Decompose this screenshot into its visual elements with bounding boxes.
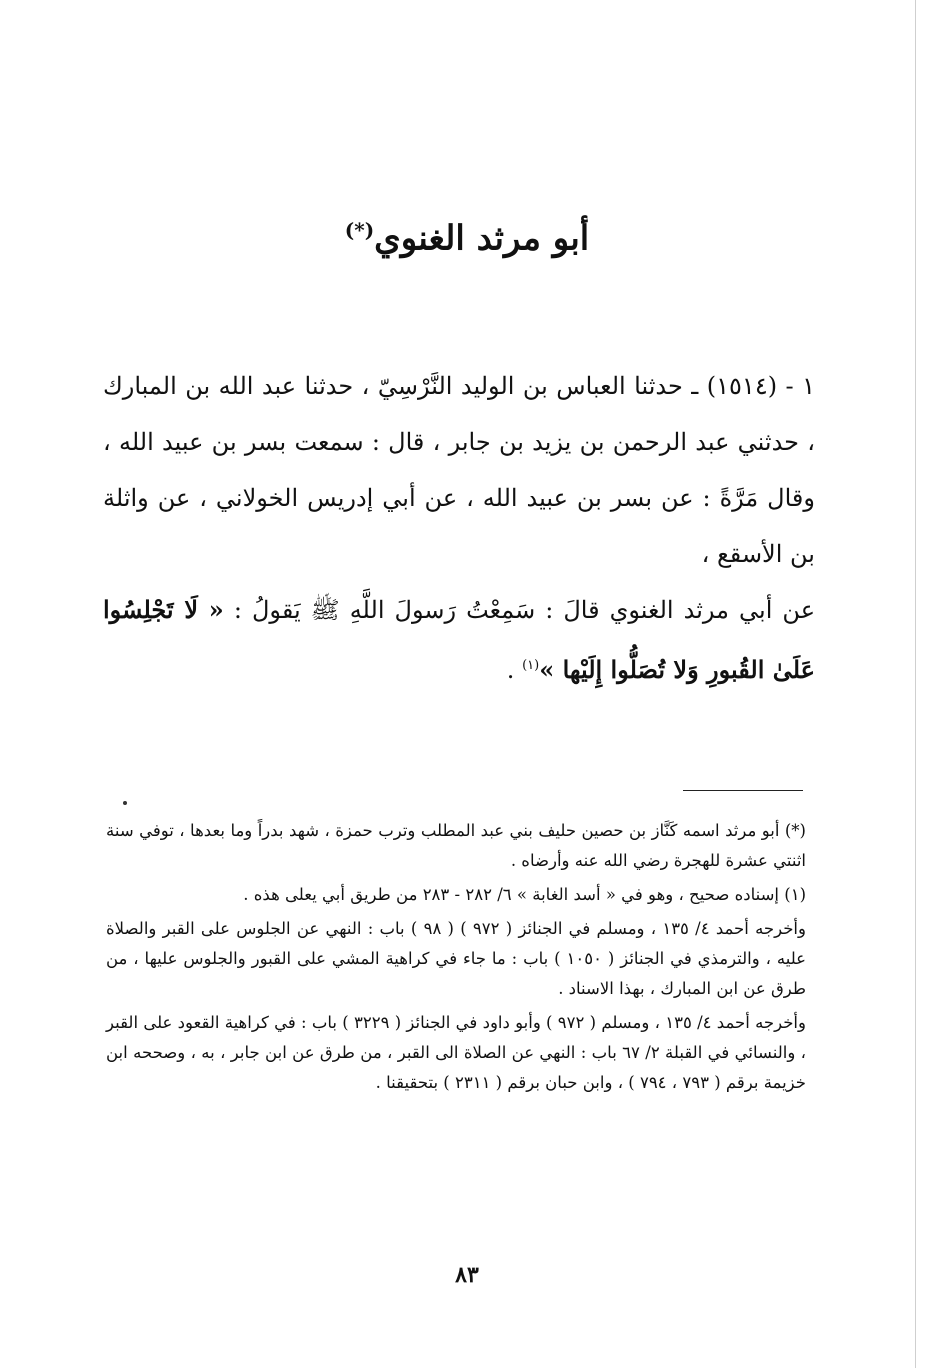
hadith-footnote-ref: (١) [522,658,540,673]
page-number: ٨٣ [455,1262,479,1288]
chapter-title-footnote-marker: (*) [344,218,375,242]
hadith-end-mark: . [506,656,515,684]
chapter-title [0,200,934,268]
footnote-dot [123,801,127,805]
footnote-item: (١) إسناده صحيح ، وهو في « أسد الغابة » ٦/ ٢٨٢ - ٢٨٣ من طريق أبي يعلى هذه . [243,885,806,904]
footnote-separator [683,790,803,791]
hadith-quote: « لَا تَجْلِسُوا عَلَىٰ القُبورِ وَلا تُصَلُّوا إِلَيْها » [103,595,815,684]
footnote-item: وأخرجه أحمد ٤/ ١٣٥ ، ومسلم ( ٩٧٢ ) وأبو داود في الجنائز ( ٣٢٢٩ ) باب : في كراهية القعود على القبر ، والنسائي في القبلة ٢/ ٦٧ باب : النهي عن الصلاة الى القبر ، من طرق عن ابن جابر ، به ، وصححه ابن خزيمة برقم ( ٧٩٣ ، ٧٩٤ ) ، وابن حبان برقم ( ٢٣١١ ) بتحقيقنا . [106,1013,806,1092]
hadith-isnad-text: ١ - (١٥١٤) ـ حدثنا العباس بن الوليد النَّرْسِيّ ، حدثنا عبد الله بن المبارك ، حدثني عبد الرحمن بن يزيد بن جابر ، قال : سمعت بسر بن عبيد الله ، وقال مَرَّةً : عن بسر بن عبيد الله ، عن أبي إدريس الخولاني ، عن واثلة بن الأسقع ، [103,372,815,568]
hadith-isnad [103,358,815,582]
footnotes-section [106,816,806,1102]
hadith-matn-intro: عن أبي مرثد الغنوي قالَ : سَمِعْتُ رَسولَ اللَّهِ ﷺ يَقولُ : [233,596,816,624]
footnote-item: وأخرجه أحمد ٤/ ١٣٥ ، ومسلم في الجنائز ( ٩٧٢ ) ( ٩٨ ) باب : النهي عن الجلوس على القبر والصلاة عليه ، والترمذي في الجنائز ( ١٠٥٠ ) باب : ما جاء في كراهية المشي على القبور والجلوس عليها ، من طرق عن ابن المبارك ، بهذا الاسناد . [106,919,807,998]
footnote-item: (*) أبو مرثد اسمه كَنَّاز بن حصين حليف بني عبد المطلب وترب حمزة ، شهد بدراً وما بعدها ، توفي سنة اثنتي عشرة للهجرة رضي الله عنه وأرضاه . [106,821,806,870]
chapter-title-text: أبو مرثد الغنوي [374,218,590,259]
hadith-matn [103,582,815,698]
